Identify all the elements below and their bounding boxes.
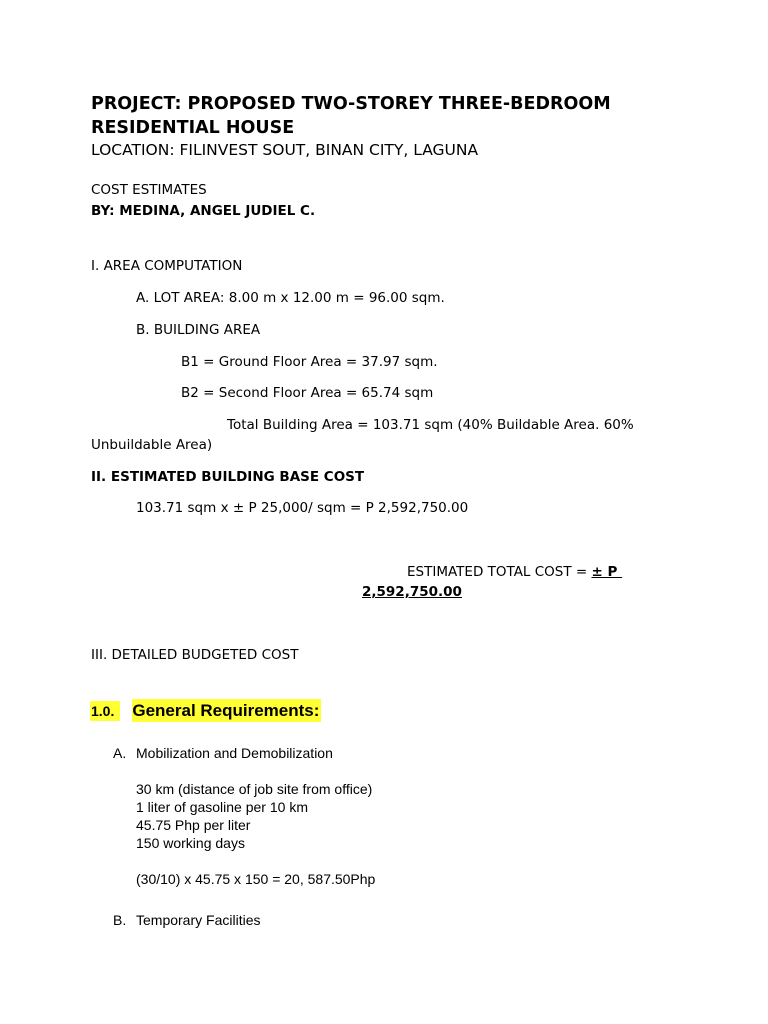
second-floor-area-line: B2 = Second Floor Area = 65.74 sqm — [181, 385, 434, 401]
base-cost-heading: II. ESTIMATED BUILDING BASE COST — [91, 469, 365, 485]
item-a-title: Mobilization and Demobilization — [136, 745, 333, 761]
estimated-total-cost-label: ESTIMATED TOTAL COST = — [407, 564, 592, 580]
item-b-marker: B. — [113, 912, 127, 928]
item-a-line-days: 150 working days — [136, 835, 245, 851]
area-computation-heading: I. AREA COMPUTATION — [91, 258, 243, 274]
section-colon: : — [313, 701, 320, 720]
document-author: BY: MEDINA, ANGEL JUDIEL C. — [91, 203, 316, 219]
total-building-area-line1: Total Building Area = 103.71 sqm (40% Buildable Area. 60% — [227, 417, 634, 433]
project-location: LOCATION: FILINVEST SOUT, BINAN CITY, LAGUNA — [91, 141, 479, 159]
item-a-computation: (30/10) x 45.75 x 150 = 20, 587.50Php — [136, 871, 376, 887]
general-requirements-heading — [90, 699, 321, 724]
item-a-line-distance: 30 km (distance of job site from office) — [136, 781, 373, 797]
section-title: General Requirements — [132, 701, 314, 720]
document-type: COST ESTIMATES — [91, 182, 207, 198]
base-cost-formula: 103.71 sqm x ± P 25,000/ sqm = P 2,592,750.00 — [136, 500, 469, 516]
item-a-line-gasoline: 1 liter of gasoline per 10 km — [136, 799, 308, 815]
estimated-total-cost-value-part1: ± P — [591, 564, 623, 580]
estimated-total-cost-value-part2: 2,592,750.00 — [362, 584, 462, 600]
item-b-title: Temporary Facilities — [136, 912, 261, 928]
total-building-area-line2: Unbuildable Area) — [91, 437, 213, 453]
lot-area-line: A. LOT AREA: 8.00 m x 12.00 m = 96.00 sqm. — [136, 290, 445, 306]
project-title-line1: PROJECT: PROPOSED TWO-STOREY THREE-BEDROOM — [91, 94, 611, 114]
ground-floor-area-line: B1 = Ground Floor Area = 37.97 sqm. — [181, 354, 438, 370]
estimated-total-cost — [407, 562, 622, 582]
detailed-cost-heading: III. DETAILED BUDGETED COST — [91, 647, 299, 663]
section-number: 1.0. — [90, 701, 120, 721]
project-title-line2: RESIDENTIAL HOUSE — [91, 118, 295, 138]
item-a-line-price: 45.75 Php per liter — [136, 817, 251, 833]
building-area-label: B. BUILDING AREA — [136, 322, 261, 338]
item-a-marker: A. — [113, 745, 127, 761]
